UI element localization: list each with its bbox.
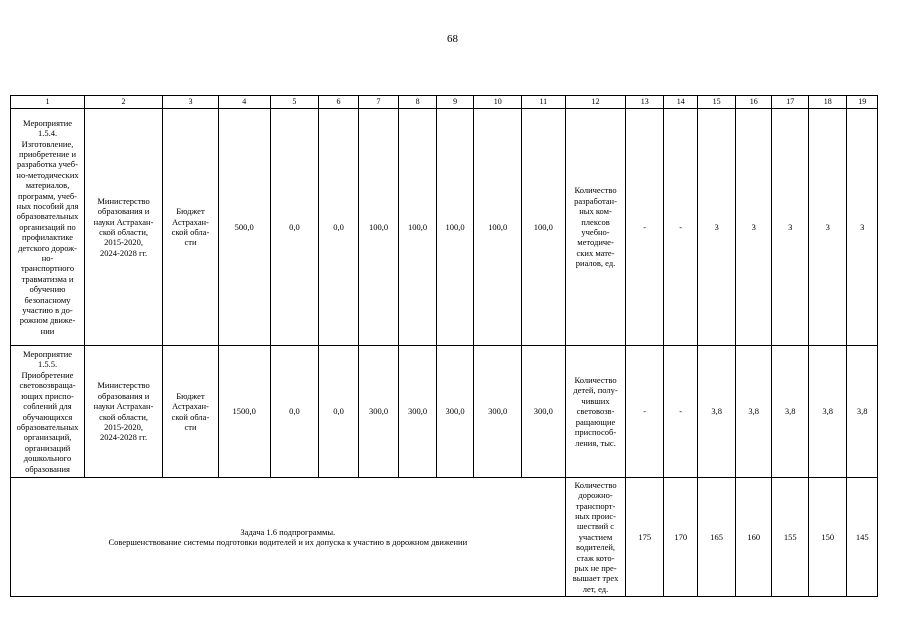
amount-cell: 100,0 xyxy=(399,109,437,346)
table-row xyxy=(11,109,878,346)
measure-cell: Мероприятие 1.5.4. Изготовление, приобретение и разработка учеб- но-методических материалов, программ, учеб- ных пособий для образовательных организаций по профилактике детского дорож- но- транспортного травматизма и обучению безопасному участию в до- рожном движе- нии xyxy=(11,109,85,346)
col-header: 16 xyxy=(735,96,772,109)
task-title-line2: Совершенствование системы подготовки водителей и их допуска к участию в дорожном движении xyxy=(108,537,468,547)
task-title-line1: Задача 1.6 подпрограммы. xyxy=(240,526,336,537)
col-header: 2 xyxy=(85,96,163,109)
col-header: 12 xyxy=(565,96,626,109)
amount-cell: 300,0 xyxy=(358,346,399,478)
col-header: 17 xyxy=(772,96,809,109)
amount-cell: 300,0 xyxy=(399,346,437,478)
value-cell: 3 xyxy=(808,109,847,346)
value-cell: - xyxy=(663,346,697,478)
program-table xyxy=(10,95,878,597)
value-cell: 3 xyxy=(847,109,878,346)
col-header: 7 xyxy=(358,96,399,109)
value-cell: 3,8 xyxy=(698,346,736,478)
source-cell: Бюджет Астрахан- ской обла- сти xyxy=(163,109,219,346)
indicator-cell: Количество детей, полу- чивших световозв- ращающие приспособ- ления, тыс. xyxy=(565,346,626,478)
value-cell: 170 xyxy=(663,478,697,597)
amount-cell: 300,0 xyxy=(474,346,522,478)
measure-cell: Мероприятие 1.5.5. Приобретение световозвраща- ющих приспо- соблений для обучающихся образовательных организаций, организаций дошкольного образования xyxy=(11,346,85,478)
value-cell: 160 xyxy=(735,478,772,597)
col-header: 13 xyxy=(626,96,664,109)
col-header: 14 xyxy=(663,96,697,109)
col-header: 11 xyxy=(522,96,566,109)
amount-cell: 100,0 xyxy=(474,109,522,346)
col-header: 19 xyxy=(847,96,878,109)
value-cell: 3 xyxy=(698,109,736,346)
value-cell: - xyxy=(663,109,697,346)
task-row xyxy=(11,478,878,597)
value-cell: 3,8 xyxy=(772,346,809,478)
col-header: 4 xyxy=(218,96,270,109)
value-cell: 3 xyxy=(735,109,772,346)
amount-cell: 100,0 xyxy=(358,109,399,346)
col-header: 15 xyxy=(698,96,736,109)
col-header: 6 xyxy=(319,96,359,109)
col-header: 1 xyxy=(11,96,85,109)
indicator-cell: Количество разработан- ных ком- плексов учебно- методиче- ских мате- риалов, ед. xyxy=(565,109,626,346)
value-cell: 3,8 xyxy=(808,346,847,478)
col-header: 3 xyxy=(163,96,219,109)
value-cell: 165 xyxy=(698,478,736,597)
amount-cell: 100,0 xyxy=(522,109,566,346)
amount-cell: 0,0 xyxy=(319,346,359,478)
amount-cell: 1500,0 xyxy=(218,346,270,478)
amount-cell: 0,0 xyxy=(270,109,319,346)
col-header: 18 xyxy=(808,96,847,109)
col-header: 8 xyxy=(399,96,437,109)
value-cell: 3,8 xyxy=(735,346,772,478)
amount-cell: 300,0 xyxy=(436,346,474,478)
col-header: 5 xyxy=(270,96,319,109)
amount-cell: 500,0 xyxy=(218,109,270,346)
header-row xyxy=(11,96,878,109)
value-cell: 175 xyxy=(626,478,664,597)
amount-cell: 100,0 xyxy=(436,109,474,346)
amount-cell: 0,0 xyxy=(270,346,319,478)
value-cell: 155 xyxy=(772,478,809,597)
executor-cell: Министерство образования и науки Астрахан- ской области, 2015-2020, 2024-2028 гг. xyxy=(85,346,163,478)
task-title-cell xyxy=(11,478,566,597)
value-cell: - xyxy=(626,109,664,346)
amount-cell: 0,0 xyxy=(319,109,359,346)
value-cell: 3 xyxy=(772,109,809,346)
table-row xyxy=(11,346,878,478)
indicator-cell: Количество дорожно- транспорт- ных проис- шествий с участием водителей, стаж кото- рых не пре- вышает трех лет, ед. xyxy=(565,478,626,597)
value-cell: 3,8 xyxy=(847,346,878,478)
amount-cell: 300,0 xyxy=(522,346,566,478)
value-cell: 150 xyxy=(808,478,847,597)
page-number: 68 xyxy=(447,33,458,45)
value-cell: - xyxy=(626,346,664,478)
executor-cell: Министерство образования и науки Астрахан- ской области, 2015-2020, 2024-2028 гг. xyxy=(85,109,163,346)
value-cell: 145 xyxy=(847,478,878,597)
col-header: 10 xyxy=(474,96,522,109)
source-cell: Бюджет Астрахан- ской обла- сти xyxy=(163,346,219,478)
col-header: 9 xyxy=(436,96,474,109)
